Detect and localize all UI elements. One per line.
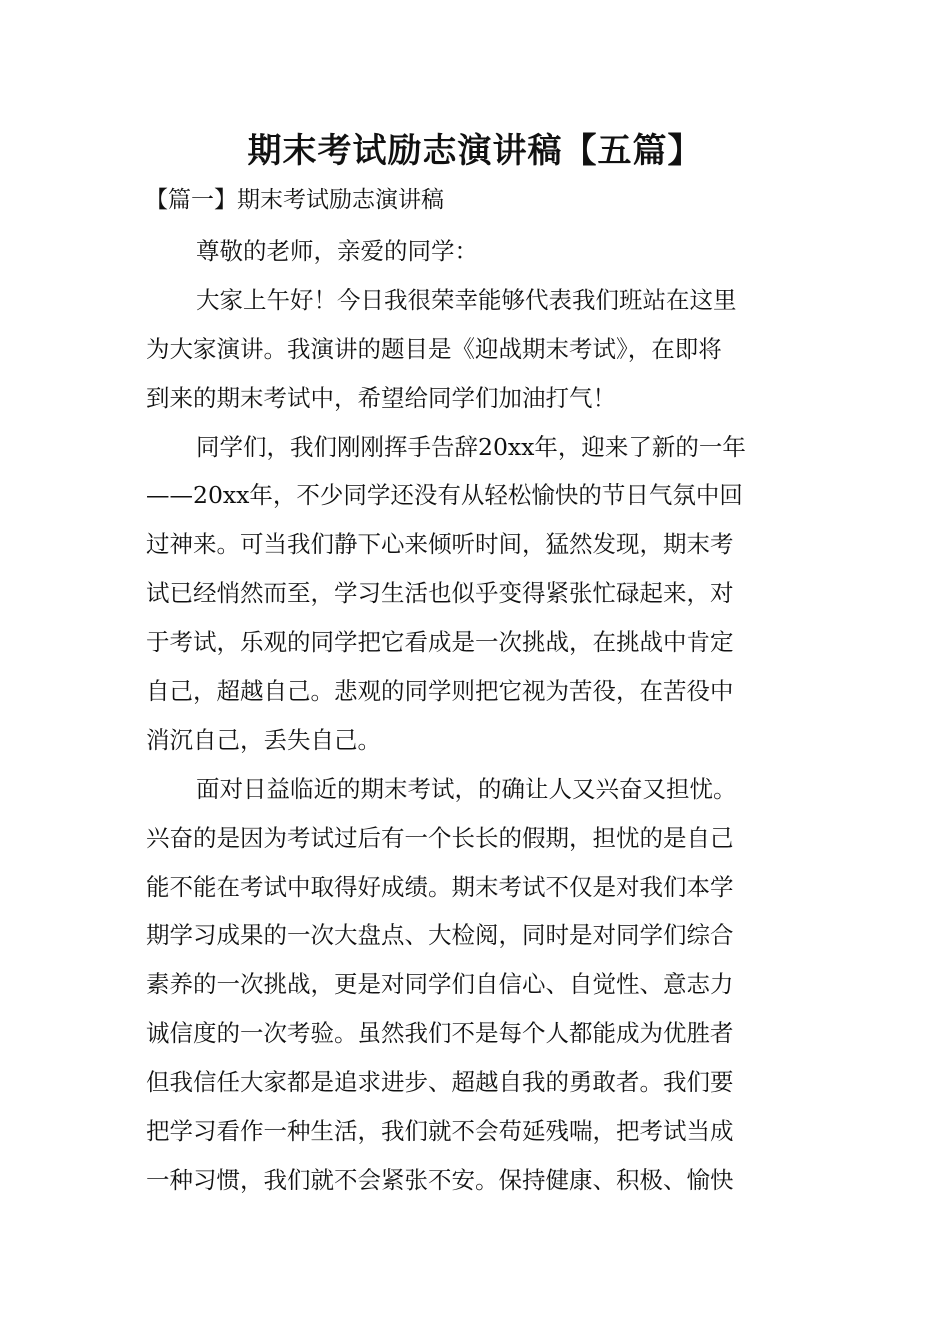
- section-heading: 【篇一】期末考试励志演讲稿: [145, 187, 444, 213]
- paragraph-line: 但我信任大家都是追求进步、超越自我的勇敢者。我们要: [146, 1068, 734, 1097]
- paragraph-line: 消沉自己，丢失自己。: [146, 725, 381, 754]
- paragraph-line: 大家上午好！今日我很荣幸能够代表我们班站在这里: [196, 285, 737, 314]
- paragraph-line: 过神来。可当我们静下心来倾听时间，猛然发现，期末考: [146, 530, 734, 559]
- document-title: 期末考试励志演讲稿【五篇】: [247, 131, 703, 171]
- body-text: [146, 227, 806, 1205]
- paragraph-line: 期学习成果的一次大盘点、大检阅，同时是对同学们综合: [146, 921, 734, 950]
- paragraph-line: 为大家演讲。我演讲的题目是《迎战期末考试》，在即将: [146, 334, 722, 363]
- paragraph-line: ——20xx年，不少同学还没有从轻松愉快的节日气氛中回: [146, 481, 743, 510]
- paragraph-line: 于考试，乐观的同学把它看成是一次挑战，在挑战中肯定: [146, 628, 734, 657]
- paragraph-line: 同学们，我们刚刚挥手告辞20xx年，迎来了新的一年: [196, 432, 746, 461]
- paragraph-line: 一种习惯，我们就不会紧张不安。保持健康、积极、愉快: [146, 1165, 734, 1194]
- paragraph-line: 能不能在考试中取得好成绩。期末考试不仅是对我们本学: [146, 872, 734, 901]
- paragraph-line: 尊敬的老师，亲爱的同学：: [196, 237, 478, 265]
- paragraph-line: 到来的期末考试中，希望给同学们加油打气！: [146, 383, 616, 412]
- paragraph-line: 兴奋的是因为考试过后有一个长长的假期，担忧的是自己: [146, 823, 734, 852]
- paragraph-line: 自己，超越自己。悲观的同学则把它视为苦役，在苦役中: [146, 677, 734, 706]
- paragraph-line: 把学习看作一种生活，我们就不会苟延残喘，把考试当成: [146, 1117, 734, 1146]
- paragraph-line: 面对日益临近的期末考试，的确让人又兴奋又担忧。: [196, 774, 737, 803]
- paragraph-line: 试已经悄然而至，学习生活也似乎变得紧张忙碌起来，对: [146, 579, 734, 608]
- paragraph-line: 素养的一次挑战，更是对同学们自信心、自觉性、意志力: [146, 970, 734, 999]
- paragraph-line: 诚信度的一次考验。虽然我们不是每个人都能成为优胜者: [146, 1019, 734, 1048]
